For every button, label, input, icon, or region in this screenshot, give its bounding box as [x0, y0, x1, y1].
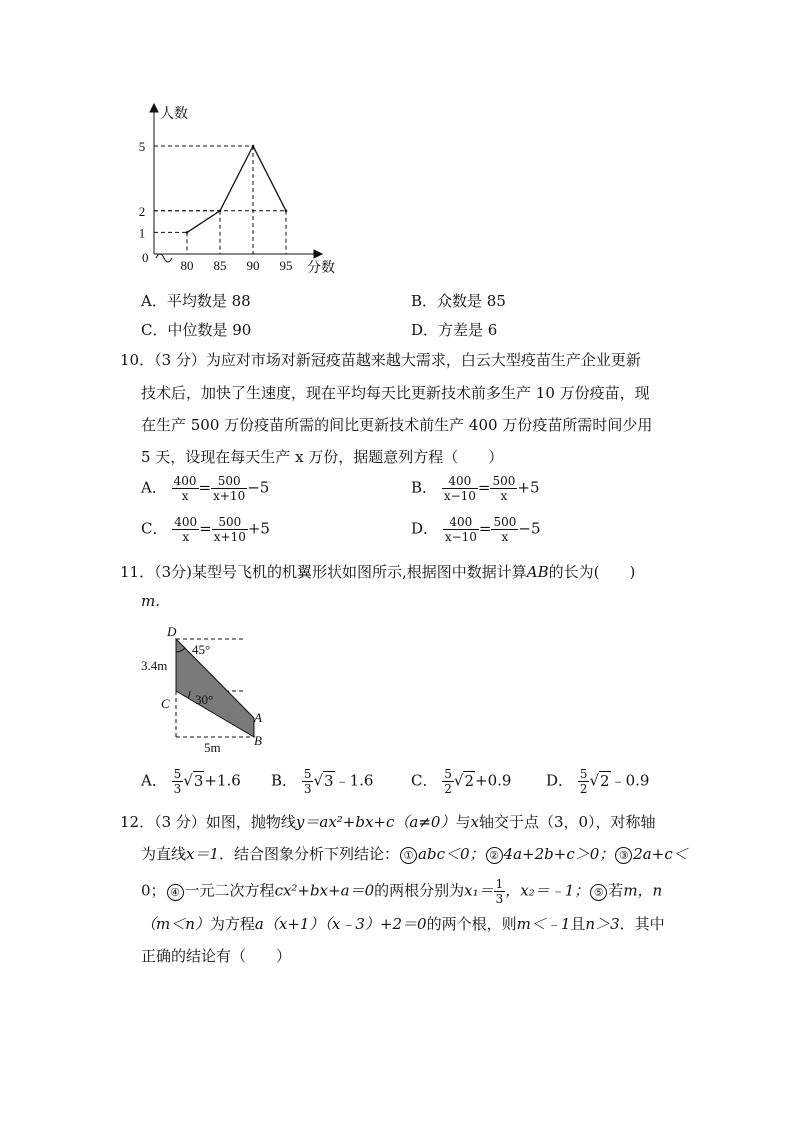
q11-line-1: 11．（3分)某型号飞机的机翼形状如图所示,根据图中数据计算AB的长为( ): [120, 563, 636, 581]
wing-shape: [176, 639, 254, 737]
q10-option-c[interactable]: C． $\frac{400}{x}$ = $\frac{500}{x+10}$ +5: [141, 515, 270, 544]
fraction: $\frac{500}{x}$: [493, 515, 517, 544]
svg-text:30°: 30°: [195, 692, 214, 707]
q12-line-3: 0； ④ 一元二次方程cx²+bx+a＝0的两根分别为x₁＝ $\frac{1}{3}$ ，x₂＝﹣1； ⑤ 若m，n: [141, 877, 663, 906]
x-axis-arrow: [314, 250, 322, 258]
q10-line-1: 10．（3 分）为应对市场对新冠疫苗越来越大需求，白云大型疫苗生产企业更新: [120, 351, 641, 369]
y-axis-label: 人数: [160, 107, 188, 122]
origin-label: 0: [142, 250, 149, 265]
svg-text:C: C: [161, 696, 170, 711]
q9-option-a[interactable]: A．平均数是 88: [141, 292, 251, 310]
q10-option-a[interactable]: A． $\frac{400}{x}$ = $\frac{500}{x+10}$ −5: [141, 474, 270, 503]
svg-text:45°: 45°: [192, 642, 211, 657]
fraction: $\frac{500}{x}$: [492, 474, 516, 503]
data-point: [219, 210, 221, 212]
fraction: $\frac{500}{x+10}$: [213, 515, 246, 544]
x-tick-label: 90: [246, 258, 260, 273]
q10-option-d[interactable]: D． $\frac{400}{x-10}$ = $\frac{500}{x}$ −5: [411, 515, 541, 544]
q11-option-b[interactable]: B． $\frac{5}{3}$ √3﹣1.6: [271, 767, 374, 796]
q10-line-2: 技术后，加快了生速度，现在平均每天比更新技术前多生产 10 万份疫苗，现: [141, 384, 650, 402]
score-frequency-chart: [130, 95, 350, 285]
q11-option-a[interactable]: A． $\frac{5}{3}$ √3+1.6: [141, 767, 241, 796]
svg-text:B: B: [254, 733, 262, 748]
q11-option-d[interactable]: D． $\frac{5}{2}$ √2﹣0.9: [546, 767, 650, 796]
x-axis-label: 分数: [307, 261, 335, 276]
series-line: [187, 146, 286, 232]
q9-option-d[interactable]: D．方差是 6: [411, 321, 498, 339]
q10-line-3: 在生产 500 万份疫苗所需的间比更新技术前生产 400 万份疫苗所需时间少用: [141, 416, 653, 434]
svg-text:3.4m: 3.4m: [141, 658, 168, 673]
data-point: [285, 210, 287, 212]
axis-break: [156, 254, 172, 262]
y-axis-arrow: [150, 104, 158, 112]
svg-text:A: A: [254, 710, 262, 725]
fraction: $\frac{400}{x-10}$: [444, 515, 477, 544]
data-point: [186, 232, 188, 234]
x-tick-label: 95: [279, 258, 293, 273]
q10-option-b[interactable]: B． $\frac{400}{x-10}$ = $\frac{500}{x}$ +5: [411, 474, 540, 503]
q9-option-b[interactable]: B．众数是 85: [411, 292, 506, 310]
q12-line-4: （m＜n）为方程a（x+1）（x﹣3）+2＝0的两个根，则m＜﹣1且n＞3．其中: [141, 915, 665, 933]
y-tick-label: 2: [138, 203, 146, 219]
y-tick-label: 5: [138, 139, 146, 154]
svg-text:D: D: [167, 624, 177, 639]
fraction: $\frac{500}{x+10}$: [213, 474, 246, 503]
wing-figure: [140, 620, 280, 755]
x-tick-label: 85: [213, 258, 227, 273]
y-tick-label: 1: [138, 225, 146, 241]
q12-line-5: 正确的结论有（ ）: [141, 947, 292, 965]
x-tick-label: 80: [180, 258, 194, 273]
q10-line-4: 5 天，设现在每天生产 x 万份，据题意列方程（ ）: [141, 448, 504, 466]
q12-line-2: 为直线x＝1．结合图象分析下列结论： ① abc＜0； ② 4a+2b+c＞0； ③ 2a+c＜: [141, 845, 688, 863]
q11-unit: m.: [141, 592, 160, 610]
q9-option-c[interactable]: C．中位数是 90: [141, 321, 252, 339]
q11-option-c[interactable]: C． $\frac{5}{2}$ √2+0.9: [411, 767, 512, 796]
data-point: [252, 145, 254, 147]
fraction: $\frac{400}{x-10}$: [443, 474, 476, 503]
svg-text:5m: 5m: [204, 740, 221, 755]
fraction: $\frac{400}{x}$: [174, 515, 198, 544]
fraction: $\frac{400}{x}$: [173, 474, 197, 503]
q12-line-1: 12．（3 分）如图，抛物线y＝ax²+bx+c（a≠0）与x轴交于点（3，0），对称轴: [120, 813, 656, 831]
